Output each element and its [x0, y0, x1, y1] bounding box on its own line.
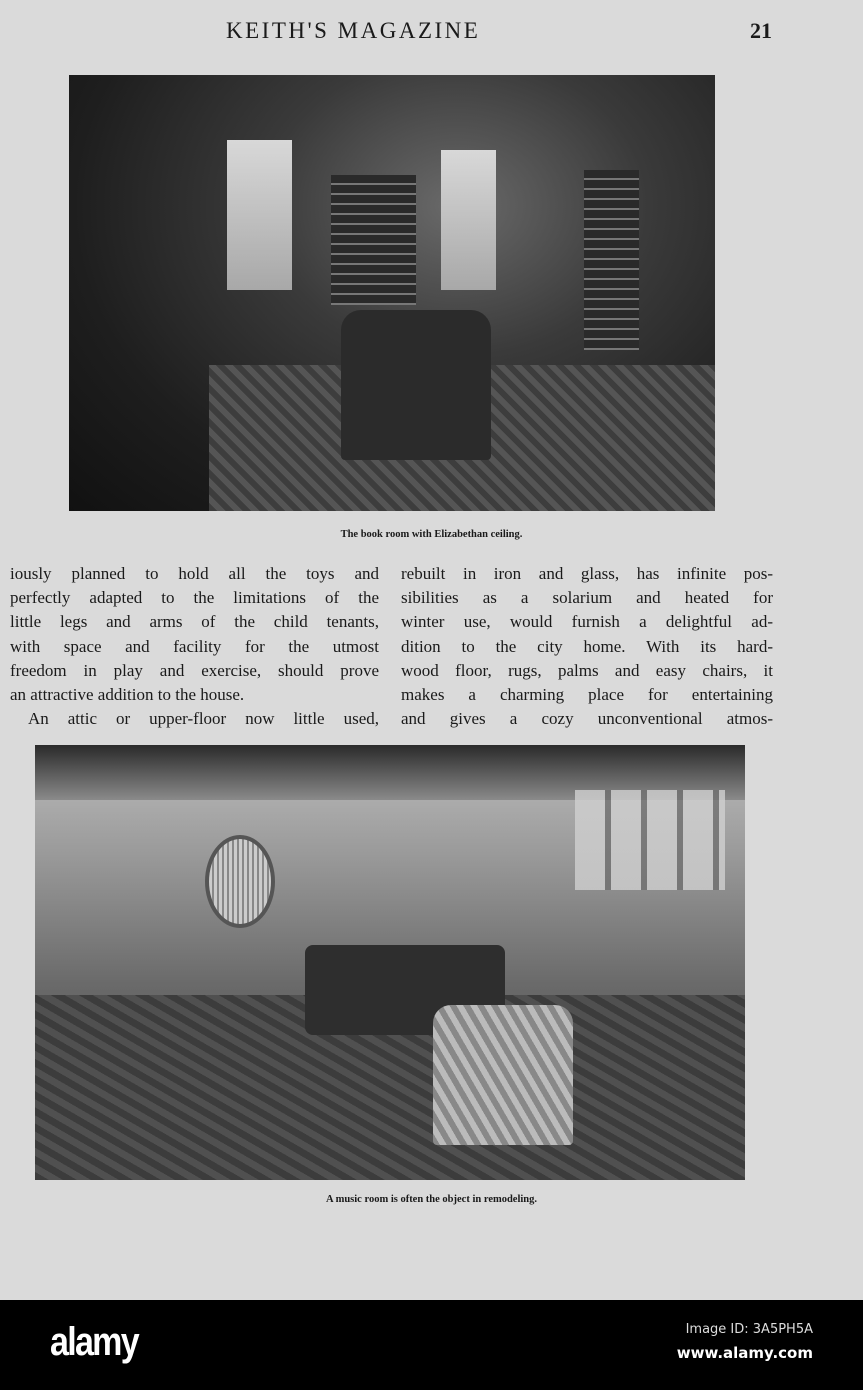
text-line: rebuilt in iron and glass, has infinite pos- — [401, 564, 773, 583]
text-line: dition to the city home. With its hard- — [401, 636, 773, 656]
text-line: with space and facility for the utmost — [10, 636, 379, 656]
text-line: and gives a cozy unconventional atmos- — [401, 709, 773, 729]
text-line: winter use, would furnish a delightful ad- — [401, 612, 773, 632]
text-line: freedom in play and exercise, should prove — [10, 660, 379, 680]
text-column-left — [10, 562, 379, 731]
text-line: perfectly adapted to the limitations of the — [10, 588, 379, 608]
image-id: Image ID: 3A5PH5A — [685, 1322, 813, 1337]
book-room-photo — [69, 75, 715, 511]
running-header — [0, 18, 863, 48]
text-line: makes a charming place for entertaining — [401, 685, 773, 705]
text-line: iously planned to hold all the toys and — [10, 564, 379, 583]
page-number: 21 — [750, 18, 772, 43]
text-line: wood floor, rugs, palms and easy chairs, it — [401, 660, 773, 680]
figure-caption: A music room is often the object in remodeling. — [325, 1194, 538, 1205]
alamy-logo: alamy — [50, 1320, 138, 1364]
watermark-bar — [0, 1300, 863, 1390]
text-line: An attic or upper-floor now little used, — [28, 709, 379, 729]
text-line: sibilities as a solarium and heated for — [401, 588, 773, 608]
site-url: www.alamy.com — [676, 1344, 813, 1362]
magazine-title: KEITH'S MAGAZINE — [226, 18, 481, 43]
text-column-right — [401, 562, 773, 731]
music-room-photo — [35, 745, 745, 1180]
figure-caption: The book room with Elizabethan ceiling. — [340, 529, 523, 540]
text-line: little legs and arms of the child tenants, — [10, 612, 379, 632]
text-line: an attractive addition to the house. — [10, 685, 245, 705]
